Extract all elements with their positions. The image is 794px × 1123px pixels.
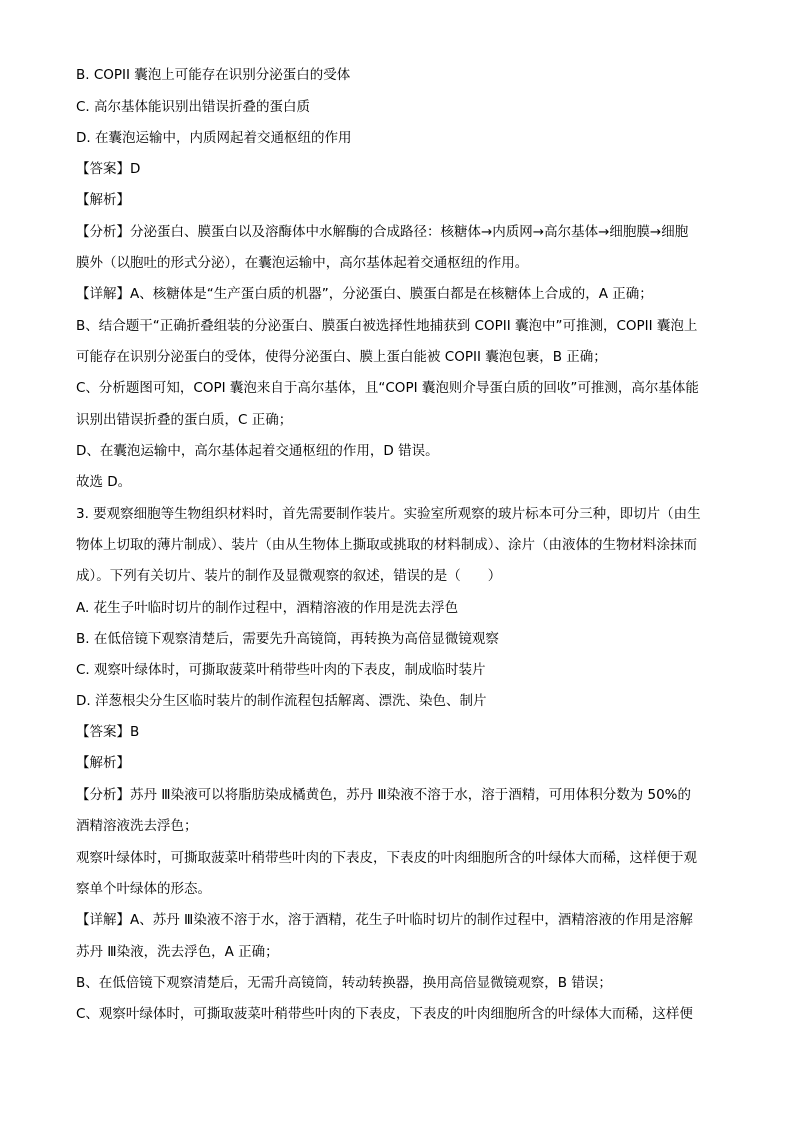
- question-text: 3. 要观察细胞等生物组织材料时，首先需要制作装片。实验室所观察的玻片标本可分三种，即切片（由生: [76, 506, 701, 522]
- question-text: 物体上切取的薄片制成）、装片（由从生物体上撕取或挑取的材料制成）、涂片（由液体的生物材料涂抹而: [76, 537, 697, 553]
- answer-label: 【答案】D: [76, 161, 141, 177]
- detail-text: 【详解】A、苏丹 Ⅲ染液不溶于水，溶于酒精，花生子叶临时切片的制作过程中，酒精溶液的作用是溶解: [76, 912, 693, 928]
- detail-text: C、观察叶绿体时，可撕取菠菜叶稍带些叶肉的下表皮，下表皮的叶肉细胞所含的叶绿体大而稀，这样便: [76, 1006, 693, 1022]
- option-b: B. 在低倍镜下观察清楚后，需要先升高镜筒，再转换为高倍显微镜观察: [76, 631, 499, 647]
- answer-label: 【答案】B: [76, 724, 140, 740]
- analysis-text: 察单个叶绿体的形态。: [76, 881, 211, 897]
- detail-text: B、结合题干“正确折叠组装的分泌蛋白、膜蛋白被选择性地捕获到 COPII 囊泡中”可推测，COPII 囊泡上: [76, 318, 698, 334]
- analysis-text: 膜外（以胞吐的形式分泌），在囊泡运输中，高尔基体起着交通枢纽的作用。: [76, 255, 529, 271]
- option-b: B. COPII 囊泡上可能存在识别分泌蛋白的受体: [76, 67, 351, 83]
- detail-text: 识别出错误折叠的蛋白质，C 正确；: [76, 412, 293, 428]
- detail-text: D、在囊泡运输中，高尔基体起着交通枢纽的作用，D 错误。: [76, 443, 439, 459]
- analysis-text: 酒精溶液洗去浮色；: [76, 818, 198, 834]
- detail-text: 【详解】A、核糖体是“生产蛋白质的机器”，分泌蛋白、膜蛋白都是在核糖体上合成的，A 正确；: [76, 286, 653, 302]
- detail-text: B、在低倍镜下观察清楚后，无需升高镜筒，转动转换器，换用高倍显微镜观察，B 错误；: [76, 975, 612, 991]
- option-c: C. 高尔基体能识别出错误折叠的蛋白质: [76, 99, 311, 115]
- option-a: A. 花生子叶临时切片的制作过程中，酒精溶液的作用是洗去浮色: [76, 600, 459, 616]
- question-text: 成）。下列有关切片、装片的制作及显微观察的叙述，错误的是（ ）: [76, 568, 502, 584]
- analysis-heading: 【解析】: [76, 755, 130, 771]
- detail-text: 苏丹 Ⅲ染液，洗去浮色，A 正确；: [76, 944, 279, 960]
- analysis-text: 【分析】分泌蛋白、膜蛋白以及溶酶体中水解酶的合成路径：核糖体→内质网→高尔基体→细胞膜→细胞: [76, 224, 689, 240]
- analysis-text: 观察叶绿体时，可撕取菠菜叶稍带些叶肉的下表皮，下表皮的叶肉细胞所含的叶绿体大而稀，这样便于观: [76, 850, 697, 866]
- detail-text: 可能存在识别分泌蛋白的受体，使得分泌蛋白、膜上蛋白能被 COPII 囊泡包裹，B 正确；: [76, 349, 607, 365]
- analysis-text: 【分析】苏丹 Ⅲ染液可以将脂肪染成橘黄色，苏丹 Ⅲ染液不溶于水，溶于酒精，可用体积分数为 50%的: [76, 787, 691, 803]
- conclusion-text: 故选 D。: [76, 474, 132, 490]
- option-d: D. 在囊泡运输中，内质网起着交通枢纽的作用: [76, 130, 352, 146]
- option-c: C. 观察叶绿体时，可撕取菠菜叶稍带些叶肉的下表皮，制成临时装片: [76, 662, 486, 678]
- option-d: D. 洋葱根尖分生区临时装片的制作流程包括解离、漂洗、染色、制片: [76, 693, 487, 709]
- detail-text: C、分析题图可知，COPI 囊泡来自于高尔基体，且“COPI 囊泡则介导蛋白质的回收”可推测，高尔基体能: [76, 380, 699, 396]
- analysis-heading: 【解析】: [76, 192, 130, 208]
